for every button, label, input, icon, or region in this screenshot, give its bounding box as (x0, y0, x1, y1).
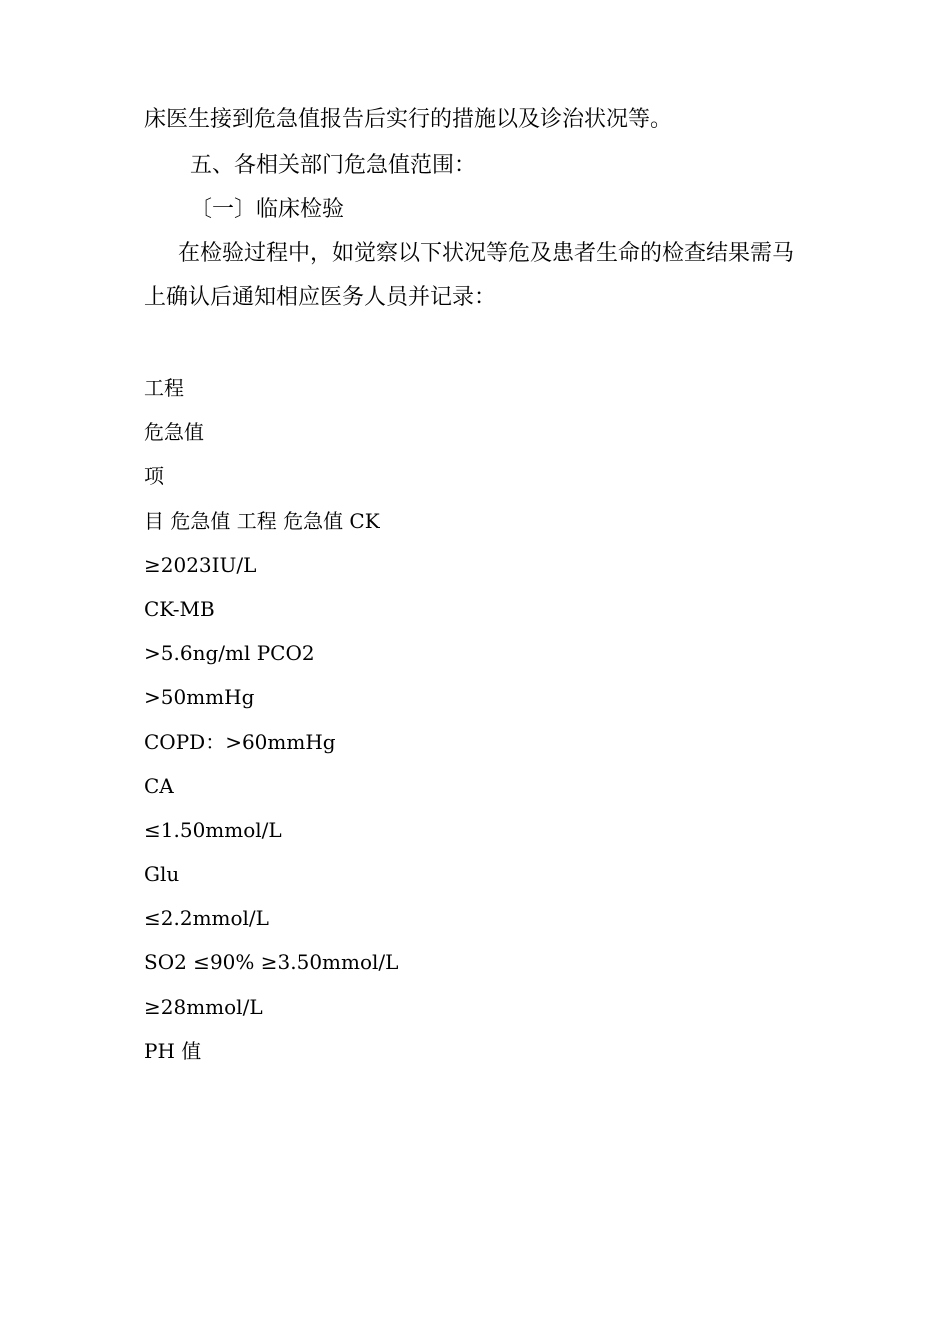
table-line: 项 (144, 464, 164, 489)
table-line: ≤1.50mmol/L (144, 817, 282, 842)
section-heading: 五、各相关部门危急值范围： (190, 153, 477, 178)
paragraph-line-2: 上确认后通知相应医务人员并记录： (144, 285, 497, 310)
table-line: CA (144, 773, 174, 798)
table-line: ≥28mmol/L (144, 994, 263, 1019)
table-line: ≥2023IU/L (144, 552, 257, 577)
table-line: 工程 (144, 376, 184, 400)
paragraph-continuation: 床医生接到危急值报告后实行的措施以及诊治状况等。 (144, 107, 673, 132)
critical-value-table-text (144, 366, 824, 1073)
table-line: >50mmHg (144, 685, 255, 710)
table-line: >5.6ng/ml PCO2 (144, 641, 315, 666)
paragraph-line-1: 在检验过程中，如觉察以下状况等危及患者生命的检查结果需马 (178, 241, 795, 266)
table-line: COPD：>60mmHg (144, 729, 336, 754)
table-line: ≤2.2mmol/L (144, 906, 269, 931)
table-line: CK-MB (144, 596, 215, 621)
table-line: 目 危急值 工程 危急值 CK (144, 508, 380, 533)
table-line: PH 值 (144, 1038, 202, 1063)
subsection-heading: 〔一〕临床检验 (190, 197, 345, 222)
table-line: 危急值 (144, 420, 204, 445)
table-line: Glu (144, 862, 180, 887)
table-line: SO2 ≤90% ≥3.50mmol/L (144, 950, 399, 975)
